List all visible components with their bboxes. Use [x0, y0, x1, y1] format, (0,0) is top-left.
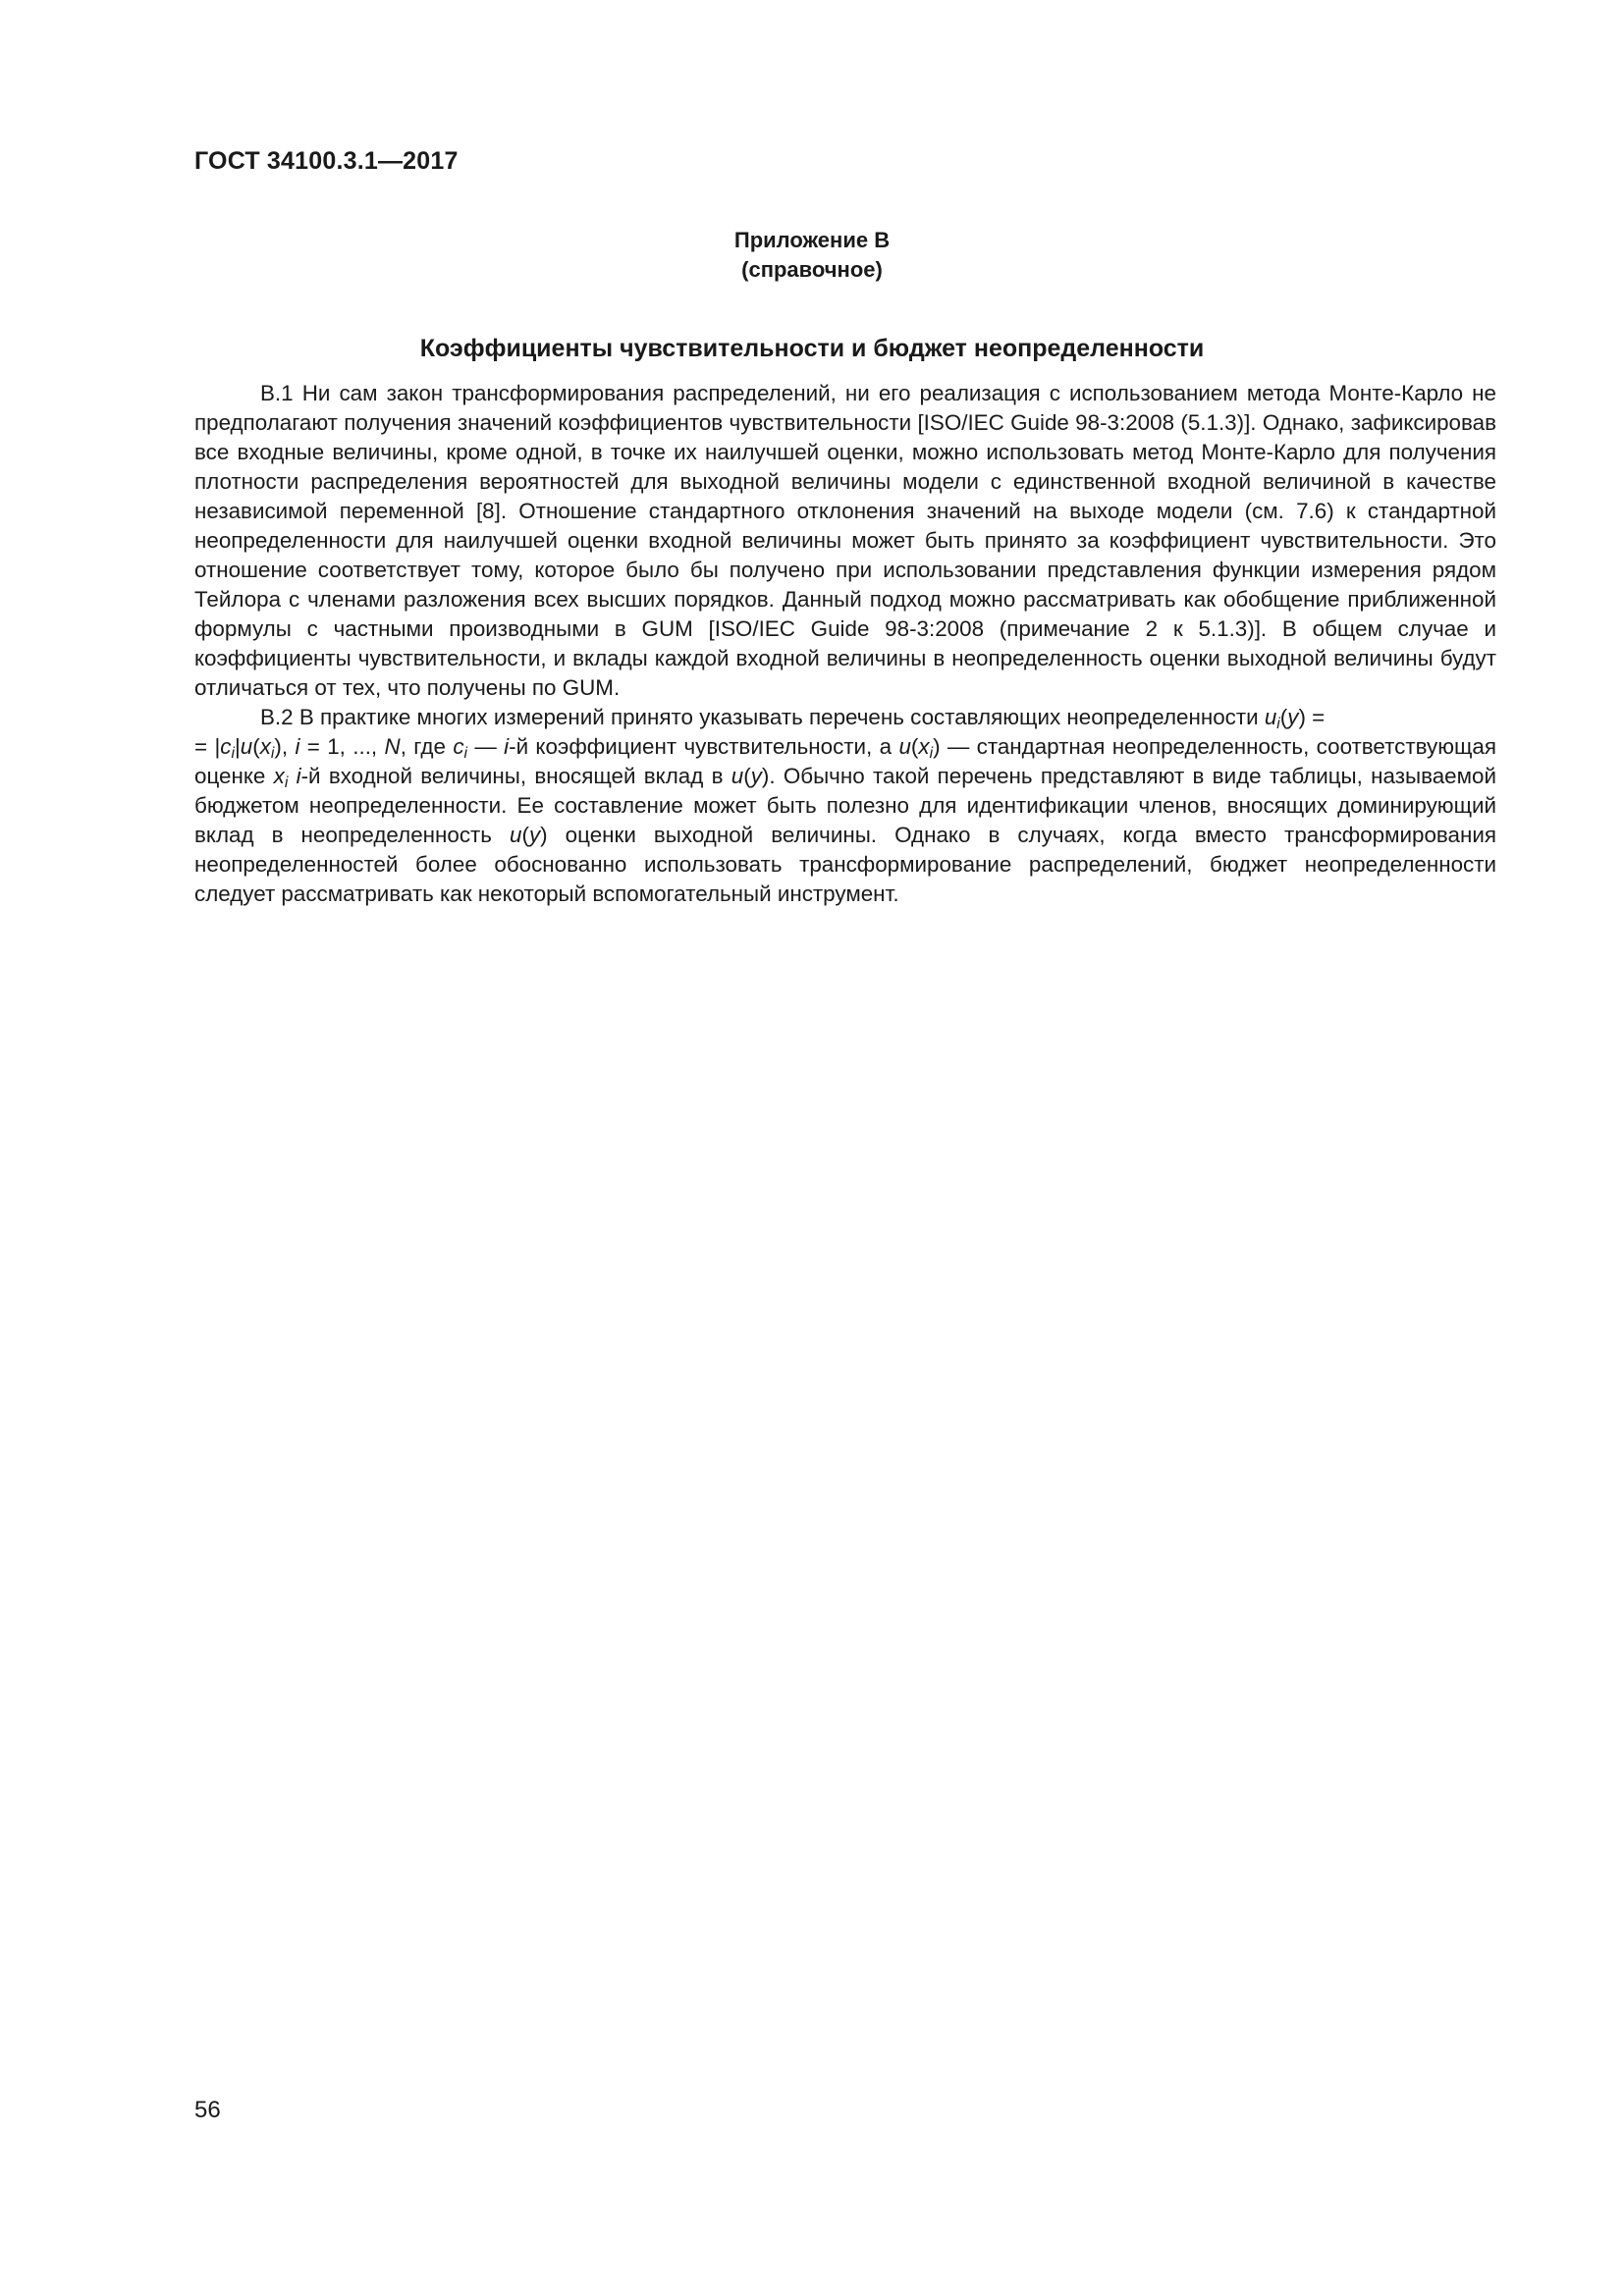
page-number: 56 — [194, 2097, 221, 2123]
section-title: Коэффициенты чувствительности и бюджет неопределенности — [419, 335, 1205, 362]
body-text — [194, 379, 1496, 909]
appendix-type: (справочное) — [741, 257, 883, 282]
appendix-title: Приложение В — [733, 228, 891, 252]
paragraph-b1: В.1 Ни сам закон трансформирования распределений, ни его реализация с использованием метода Монте-Карло не предполагают получения значений коэффициентов чувствительности [ISO/IEC Guide 98-3:2008 (5.1.3)]. Однако, зафиксировав все входные величины, кроме одной, в точке их наилучшей оценки, можно использовать метод Монте-Карло для получения плотности распределения вероятностей для выходной величины модели с единственной входной величиной в качестве независимой переменной [8]. Отношение стандартного отклонения значений на выходе модели (см. 7.6) к стандартной неопределенности для наилучшей оценки входной величины может быть принято за коэффициент чувствительности. Это отношение соответствует тому, которое было бы получено при использовании представления функции измерения рядом Тейлора с членами разложения всех высших порядков. Данный подход можно рассматривать как обобщение приближенной формулы с частными производными в GUM [ISO/IEC Guide 98-3:2008 (примечание 2 к 5.1.3)]. В общем случае и коэффициенты чувствительности, и вклады каждой входной величины в неопределенность оценки выходной величины будут отличаться от тех, что получены по GUM. — [194, 381, 1496, 700]
document-id: ГОСТ 34100.3.1—2017 — [194, 147, 459, 175]
paragraph-b2: В.2 В практике многих измерений принято указывать перечень составляющих неопределенности $u_i(y)$ = = $|c_i|u(x_i)$, i = 1, ..., N, где $c_i$ — i-й коэффициент чувствительности, а $u(x_i)$ — стандартная неопределенность, соответствующая оценке $x_i$ i-й входной величины, вносящей вклад в u(y). Обычно такой перечень представляют в виде таблицы, называемой бюджетом неопределенности. Ее составление может быть полезно для идентификации членов, вносящих доминирующий вклад в неопределенность u(y) оценки выходной величины. Однако в случаях, когда вместо трансформирования неопределенностей более обоснованно использовать трансформирование распределений, бюджет неопределенности следует рассматривать как некоторый вспомогательный инструмент. — [194, 705, 1497, 906]
